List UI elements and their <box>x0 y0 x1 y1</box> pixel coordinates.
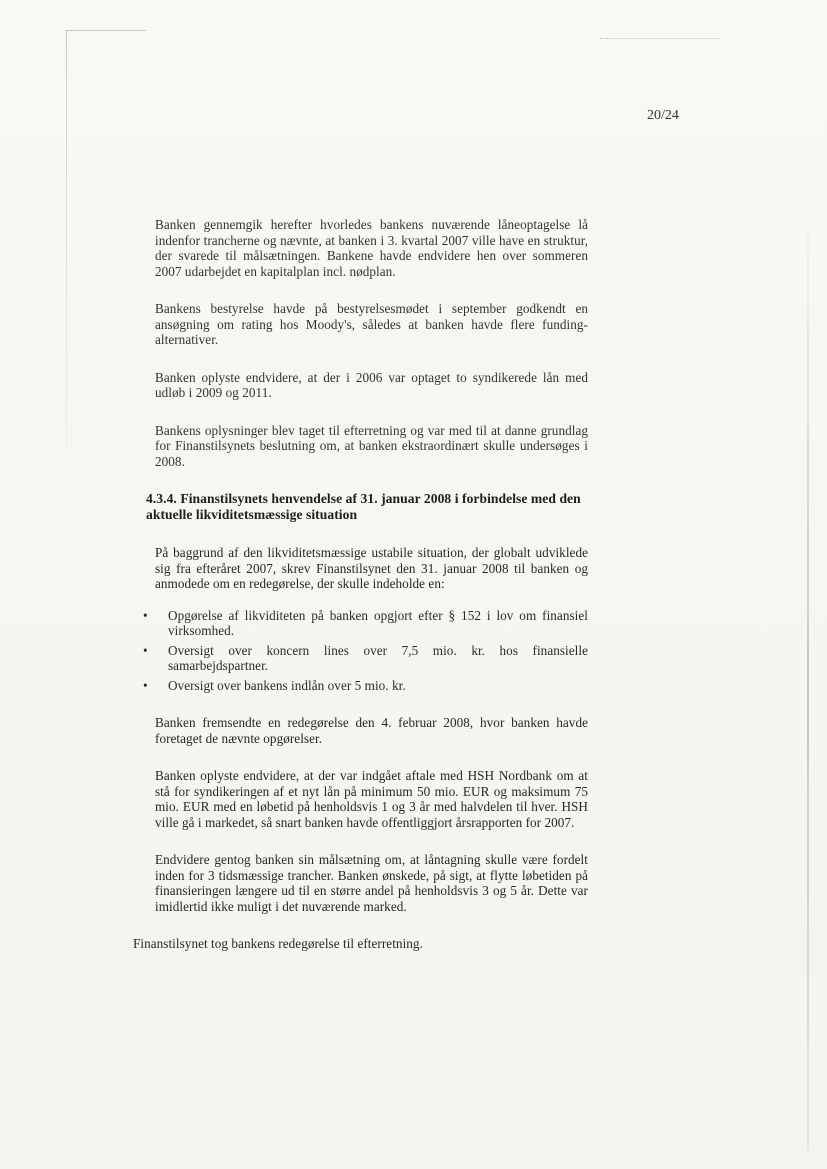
paragraph-loan-structure: Banken gennemgik herefter hvorledes bankens nuværende låneoptagelse lå indenfor trancherne og nævnte, at banken i 3. kvartal 2007 ville have en struktur, der svarede til målsætningen. Bankene havde endvidere hen over sommeren 2007 udarbejdet en kapitalplan incl. nødplan. <box>155 217 588 279</box>
paragraph-hsh-agreement: Banken oplyste endvidere, at der var indgået aftale med HSH Nordbank om at stå for syndikeringen af et nyt lån på minimum 50 mio. EUR og maksimum 75 mio. EUR med en løbetid på henholdsvis 1 og 3 år med halvdelen til hver. HSH ville gå i markedet, så snart banken havde offentliggjort årsrapporten for 2007. <box>155 768 588 830</box>
paragraph-syndicated-loans: Banken oplyste endvidere, at der i 2006 var optaget to syndikerede lån med udløb i 2009 og 2011. <box>155 369 588 400</box>
list-item-text: Opgørelse af likviditeten på banken opgjort efter § 152 i lov om finansiel virksomhed. <box>168 607 588 638</box>
paragraph-tranches-goal: Endvidere gentog banken sin målsætning om, at låntagning skulle være fordelt inden for 3 tidsmæssige trancher. Banken ønskede, på sigt, at flytte løbetiden på finansieringen længere ud til en større andel på henholdsvis 3 og 5 år. Dette var imidlertid ikke muligt i det nuværende marked. <box>155 852 588 914</box>
page-number: 20/24 <box>647 108 679 123</box>
list-item <box>133 678 588 694</box>
paragraph-report-sent: Banken fremsendte en redegørelse den 4. februar 2008, hvor banken havde foretaget de nævnte opgørelser. <box>155 715 588 746</box>
paragraph-information-noted: Bankens oplysninger blev taget til efterretning og var med til at danne grundlag for Finanstilsynets beslutning om, at banken ekstraordinært skulle undersøges i 2008. <box>155 422 588 469</box>
document-body <box>133 217 588 974</box>
requirements-list <box>133 608 588 694</box>
list-item <box>133 608 588 639</box>
scan-artifact-top <box>600 38 720 40</box>
paragraph-rating-application: Bankens bestyrelse havde på bestyrelsesmødet i september godkendt en ansøgning om rating hos Moody's, således at banken havde flere funding-alternativer. <box>155 301 588 347</box>
section-heading: 4.3.4. Finanstilsynets henvendelse af 31. januar 2008 i forbindelse med den aktuelle likviditetsmæssige situation <box>146 491 581 522</box>
scan-edge-top <box>66 30 146 31</box>
bullet-icon: • <box>143 642 148 658</box>
list-item-text: Oversigt over koncern lines over 7,5 mio. kr. hos finansielle samarbejdspartner. <box>168 642 588 673</box>
scan-edge-left <box>66 30 67 450</box>
bullet-icon: • <box>143 677 148 693</box>
scan-edge-right <box>807 230 809 1150</box>
paragraph-intro: På baggrund af den likviditetsmæssige ustabile situation, der globalt udviklede sig fra efteråret 2007, skrev Finanstilsynet den 31. januar 2008 til banken og anmodede om en redegørelse, der skulle indeholde en: <box>155 545 588 591</box>
list-item-text: Oversigt over bankens indlån over 5 mio. kr. <box>168 677 406 693</box>
bullet-icon: • <box>143 607 148 623</box>
paragraph-closing: Finanstilsynet tog bankens redegørelse til efterretning. <box>133 936 423 951</box>
list-item <box>133 643 588 674</box>
